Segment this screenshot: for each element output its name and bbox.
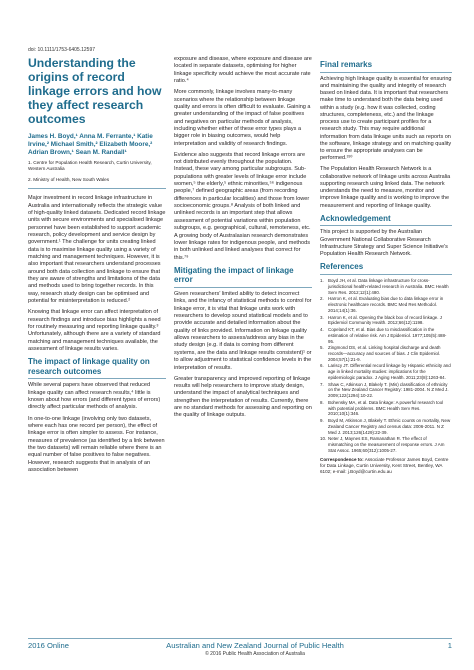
footer-copyright: © 2016 Public Health Association of Australia: [205, 651, 305, 657]
reference-item: 4. Copeland KT, et al. Bias due to misclassification in the estimation of relative risk. Am J Epidemiol. 1977;105(5):488-95.: [320, 326, 447, 344]
section-heading-final-remarks: Final remarks: [320, 60, 452, 73]
reference-item: 10. Neter J, Maynes ES, Ramanathan R. The effect of mismatching on the measurement of response errors. J Am Stat Assoc. 1965;60(312):1005-27.: [320, 436, 445, 453]
impact-paragraph-2: In one-to-one linkage (involving only two datasets, where each has one record per person), the effect of linkage error is often simpler to assess. For instance, measures of prevalence (as identified by a link between the two datasets) will remain reliable where there is an equal number of false positives to false negatives. However, research suggests that in analysis of an association between: [28, 415, 165, 473]
title-divider: [28, 188, 166, 189]
correspondence-label: Correspondence to:: [320, 456, 364, 462]
reference-item: 7. Shaw C, Atkinson J, Blakely T. (Mis) classification of ethnicity on the New Zealand Cancer Registry: 1981-2004. N Z Med J. 2009;122(1294):10-22.: [320, 381, 449, 399]
reference-list: [320, 278, 452, 454]
mitigating-paragraph-1: Given researchers' limited ability to detect incorrect links, and the infancy of statistical methods to control for linkage error, it is vital that linkage units work with researchers to develop sound statistical models and to provide accurate and detailed information about the quality of links provided. Information on linkage quality allows researchers to assess/address any bias in the study design (e.g. if data is coming from different systems, are the data and linkage results consistent)¹ or to allow adjustment to statistical confidence levels in the interpretation of results.: [174, 291, 312, 371]
reference-item: 3. Harron K, et al. Opening the black box of record linkage. J Epidemiol Community Health. 2012;66(12):1198.: [320, 314, 442, 326]
reference-item: 8. Bohensky MA, et al. Data linkage: A powerful research tool with potential problems. BMC Health Serv Res. 2010;10(1):346.: [320, 399, 444, 417]
footer-page-number: 1: [447, 641, 452, 650]
reference-item: 5. Zingmond DS, et al. Linking hospital discharge and death records—accuracy and sources of bias. J Clin Epidemiol. 2004;57(1):21-9.: [320, 345, 441, 362]
footer-divider: [28, 638, 452, 639]
affiliation-2: 2. Ministry of Health, New South Wales: [28, 177, 110, 183]
column-1: [28, 56, 166, 478]
column-2: [174, 56, 312, 424]
reference-item: 2. Harron K, et al. Evaluating bias due to data linkage error in electronic healthcare records. BMC Med Res Methodol. 2014;14(1):36.: [320, 296, 444, 313]
doi: doi: 10.1111/1753-6405.12597: [28, 47, 96, 53]
intro-paragraph-1: Major investment in record linkage infrastructure in Australia and internationally reflects the strategic value of high-quality linked datasets. Dedicated record linkage units with secure environments and specialised linkage personnel have been established to support academic research, policy development and service design by government.¹ The challenge for units creating linked data is to maximise linkage quality using a variety of matching and management techniques. However, it is also important that researchers understand processes around both data collection and linkage to ensure that they are aware of strengths and limitations of the data and methods used to bring together records. In this way, research study design can be optimised and potential for misinterpretation is reduced.²: [28, 195, 166, 305]
section-heading-impact: The impact of linkage quality on research outcomes: [28, 357, 166, 379]
impact-paragraph-5: Evidence also suggests that record linkage errors are not distributed evenly throughout the population. Instead, these vary among particular subgroups. Sub-populations with greater levels of linkage error include women,⁵ the elderly,⁵ ethnic minorities,⁵⁶ indigenous people,⁷ defined geographic areas (from recording differences in particular localities) and those from lower socioeconomic groups.⁸ Analysis of both linked and unlinked records is an important step that allows assessment of potential variations within population subgroups, e.g. geographical, cultural, remoteness, etc. A growing body of Australasian research demonstrates lower linkage rates for indigenous people, and methods in both unlinked and linked analyses that correct for this.⁷⁹: [174, 151, 311, 261]
reference-item: 1. Boyd JH, et al. Data linkage infrastructure for cross-jurisdictional health-related research in Australia. BMC Health Serv Res. 2012;12(1):480.: [320, 278, 449, 295]
reference-item: 9. Boyd M, Atkinson J, Blakely T. Ethnic counts on mortality, New Zealand Cancer Registry and census data: 2006-2011. N Z Med J. 2013;126(1429):22-39.: [320, 417, 451, 435]
mitigating-paragraph-2: Greater transparency and improved reporting of linkage results will help researchers to improve study design, understand the impact of analytical techniques and strengthen the interpretation of results. Currently, there are no standard methods for assessing and reporting on the quality of linkage outputs.: [174, 375, 312, 419]
reference-item: 6. Lariscy JT. Differential record linkage by Hispanic ethnicity and age in linked mortality studies: implications for the epidemiologic paradox. J Aging Health. 2011;23(8):1263-84.: [320, 363, 451, 381]
final-remarks-paragraph-2: The Population Health Research Network is a collaborative network of linkage units across Australia supporting research using linked data. The network understands the need to measure, monitor and improve linkage quality and is working to improve the measurement and reporting of linkage quality.: [320, 166, 451, 209]
impact-paragraph-4: More commonly, linkage involves many-to-many scenarios where the relationship between linkage quality and errors is often difficult to evaluate. Gaining a greater understanding of the impact of false positives and negatives on particular methods of analysis, including whether either of these error types plays a bigger role in biasing outcomes, would help interpretation and validity of research findings.: [174, 89, 311, 147]
affiliation-1: 1. Centre for Population Health Research, Curtin University, Western Australia: [28, 159, 152, 171]
intro-paragraph-2: Knowing that linkage error can affect interpretation of research findings and introduce bias highlights a need for routinely measuring and reporting linkage quality.³ Unfortunately, although there are a variety of standard matching and management techniques available, the assessment of linkage results varies.: [28, 309, 161, 352]
impact-paragraph-1: While several papers have observed that reduced linkage quality can affect research results,⁴ little is known about how errors (and different types of errors) directly affect particular methods of analysis.: [28, 382, 161, 411]
final-remarks-paragraph-1: Achieving high linkage quality is essential for ensuring and maintaining the quality and integrity of research based on linked data. It is important that researchers make time to understand both the data being used within a study (e.g. how it was collected, coding structures, completeness, etc.) and the linkage process use to create participant profiles for a research study. This may require additional information from data linkage units such as reports on the software, linkage strategy and on matching quality to ensure the appropriate analyses can be performed.³¹⁰: [320, 75, 452, 162]
correspondence: [320, 457, 452, 475]
article-title: Understanding the origins of record linkage errors and how they affect research outcomes: [28, 56, 162, 126]
footer-year: 2016 Online: [28, 641, 69, 650]
section-heading-references: References: [320, 262, 452, 275]
section-heading-mitigating: Mitigating the impact of linkage error: [174, 266, 312, 288]
column-3: [320, 56, 452, 475]
acknowledgement-paragraph: This project is supported by the Australian Government National Collaborative Research Infrastructure Strategy and Super Science Initiative's Population Health Research Network.: [320, 229, 448, 258]
impact-paragraph-3: exposure and disease, where exposure and disease are located in separate datasets, optimising for higher linkage specificity would achieve the most accurate rate ratio.⁴: [174, 56, 312, 85]
section-heading-acknowledgement: Acknowledgement: [320, 214, 452, 227]
author-list: James H. Boyd,¹ Anna M. Ferrante,¹ Katie Irvine,² Michael Smith,² Elizabeth Moore,² Adrian Brown,¹ Sean M. Randall¹: [28, 133, 153, 157]
correspondence-text: Associate Professor James Boyd, Centre for Data Linkage, Curtin University, Kent Street, Bentley, WA 6102; e-mail: j.Boyd@curtin.edu.au: [320, 456, 449, 474]
footer-journal-name: Australian and New Zealand Journal of Public Health: [166, 641, 344, 650]
